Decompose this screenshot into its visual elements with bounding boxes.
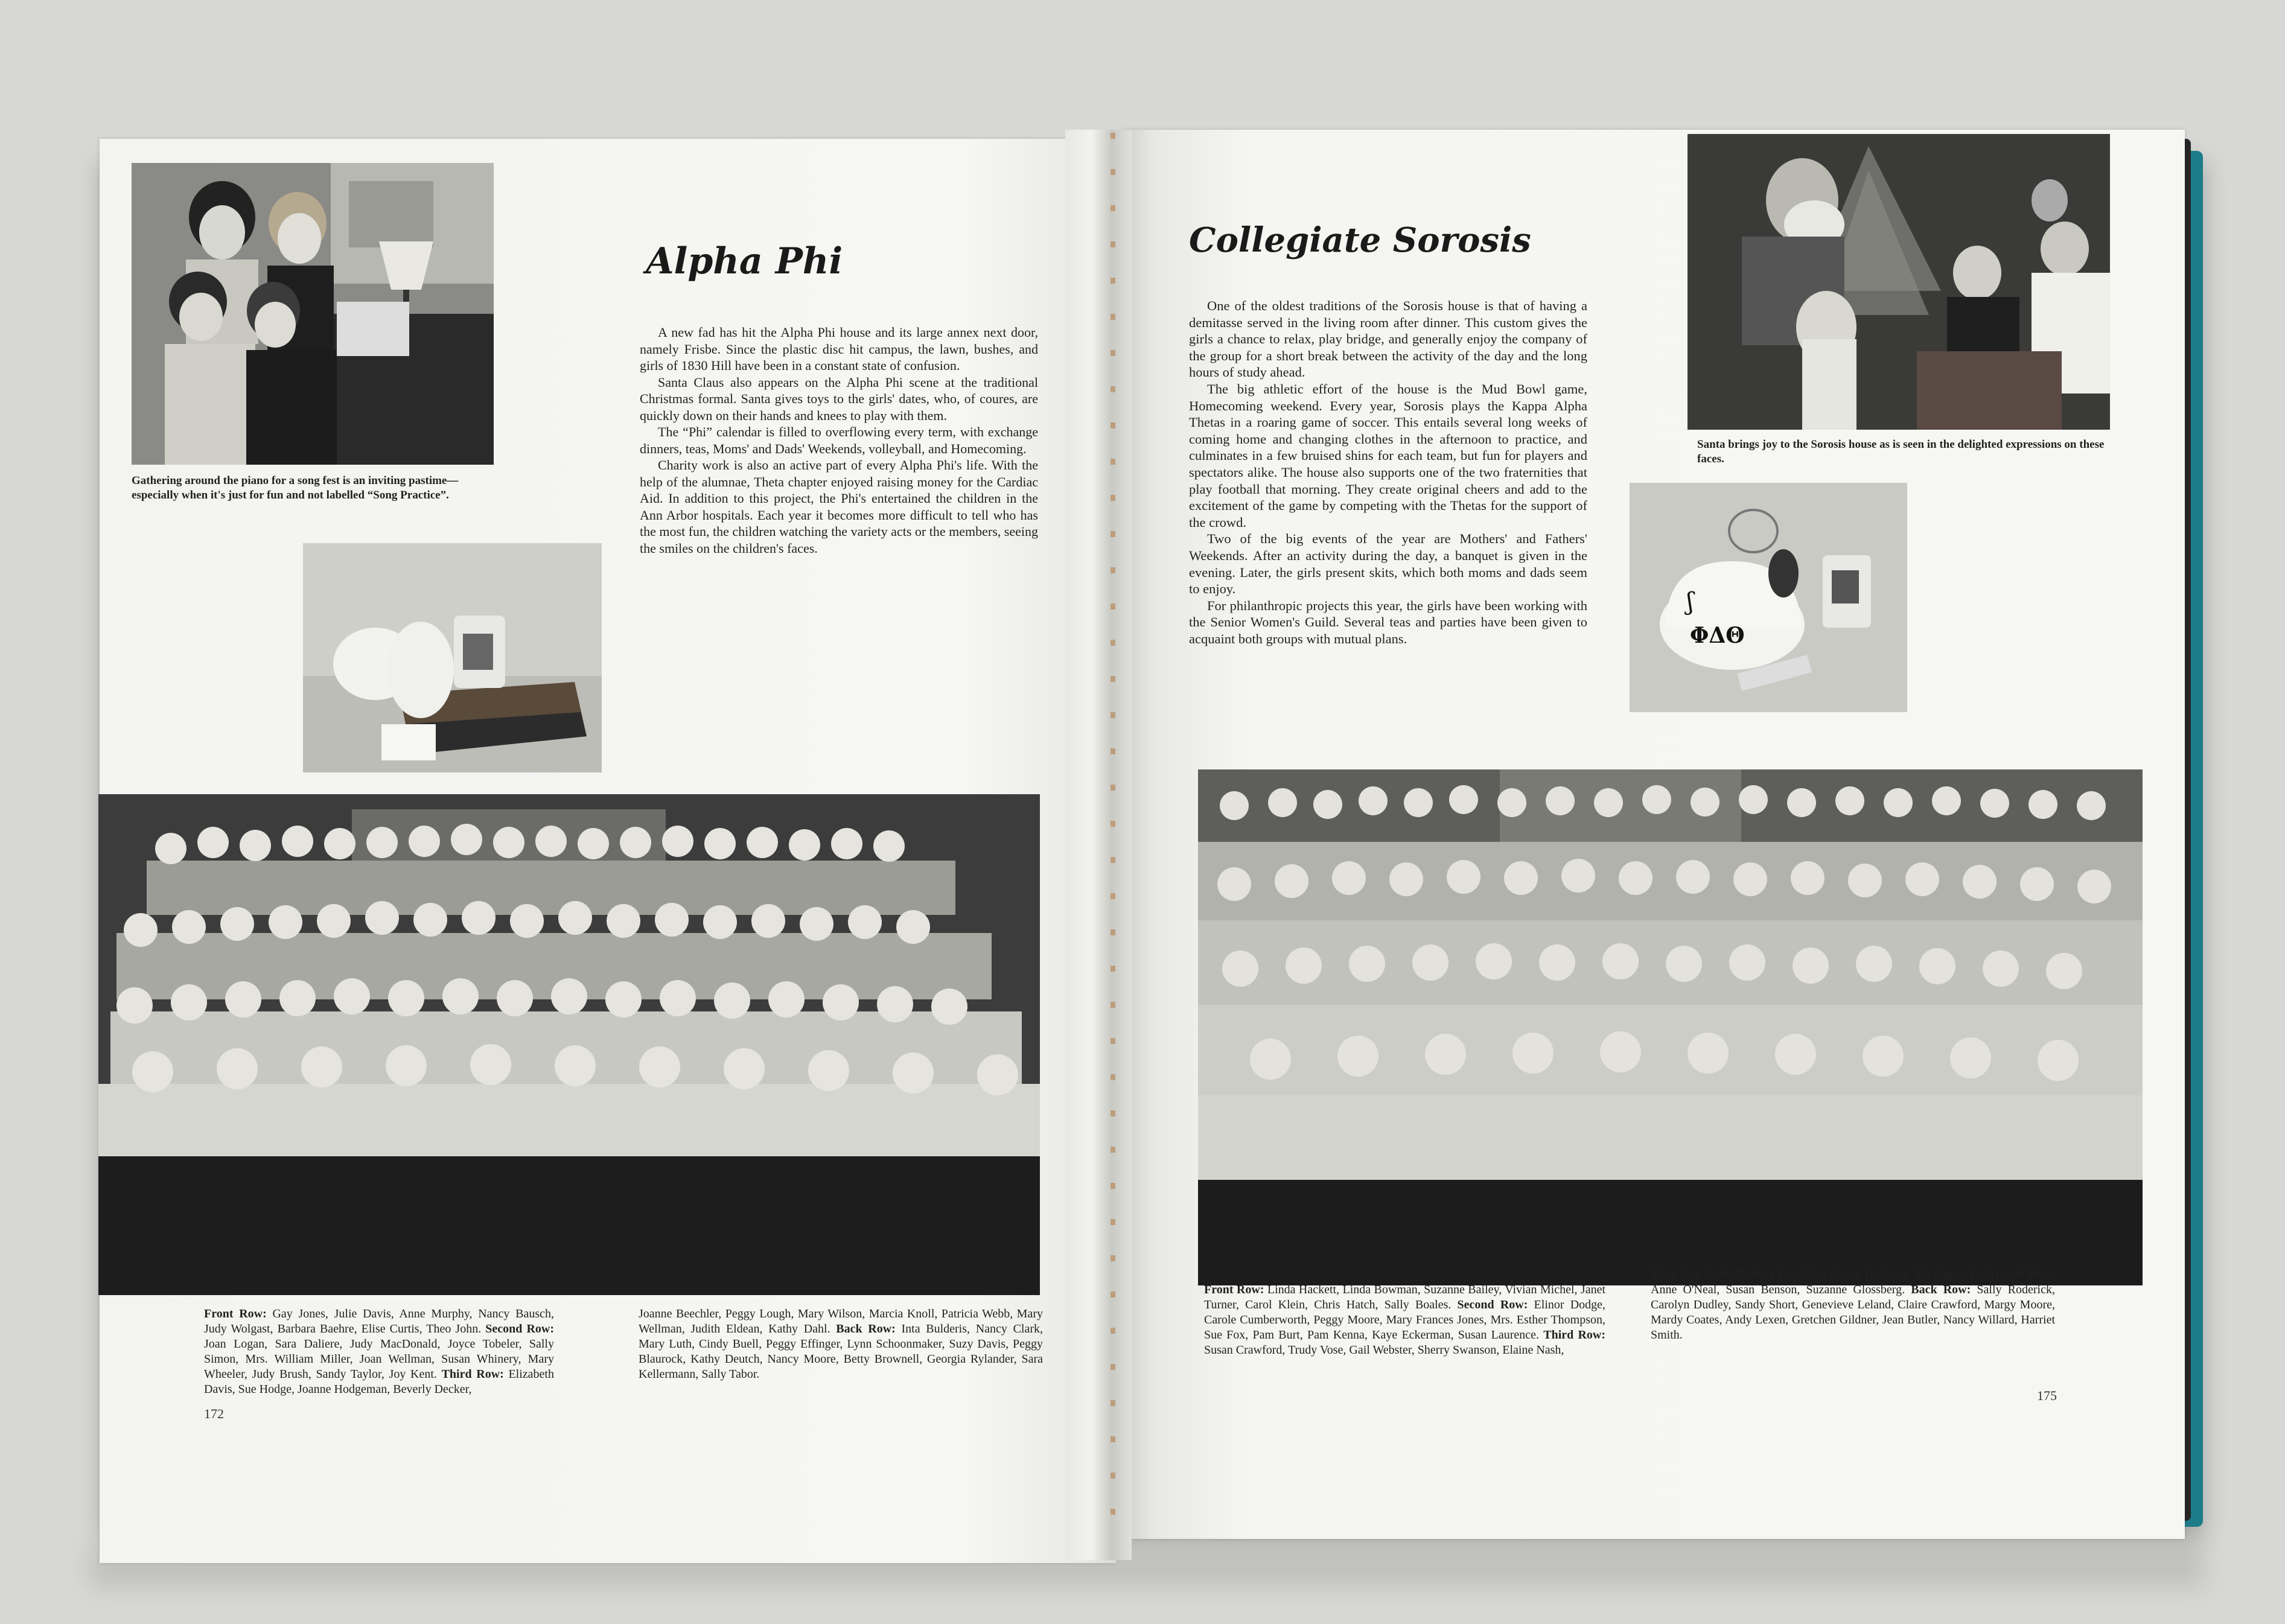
second-row-names: Elinor Dodge, Carole Cumberworth, Peggy Moore, Mary Frances Jones, Mrs. Esther Thompson, Sue Fox, Pam Burt, Pam Kenna, Kaye Eckerman, Susan Laurence. — [1204, 1298, 1606, 1342]
alpha-phi-names-col2 — [639, 1307, 1043, 1382]
emblem-still-life-photo — [1630, 483, 1907, 712]
alpha-phi-names-col1 — [204, 1307, 554, 1397]
alpha-phi-group-photo — [98, 794, 1040, 1295]
front-row-names: Gay Jones, Julie Davis, Anne Murphy, Nancy Bausch, Judy Wolgast, Barbara Baehre, Elise Curtis, Theo John. — [204, 1307, 554, 1336]
third-row-names-cont: Joanne Beechler, Peggy Lough, Mary Wilson, Marcia Knoll, Patricia Webb, Mary Wellman, Judith Eldean, Kathy Dahl. — [639, 1307, 1043, 1336]
row-label: Front Row: — [204, 1307, 273, 1320]
santa-photo-caption: Santa brings joy to the Sorosis house as is seen in the delighted expressions on these faces. — [1697, 438, 2105, 465]
article-paragraph: For philanthropic projects this year, the girls have been working with the Senior Women's Guild. Several teas and parties have been given to acquaint both groups with mutual plans. — [1189, 597, 1587, 646]
article-paragraph: A new fad has hit the Alpha Phi house and its large annex next door, namely Frisbe. Since the plastic disc hit campus, the lawn, bushes, and girls of 1830 Hill have been in a constant state of confusion. — [640, 325, 1038, 373]
back-row-names: Inta Bulderis, Nancy Clark, Mary Luth, Cindy Buell, Peggy Effinger, Lynn Schoonmaker, Suzy Davis, Peggy Blaurock, Kathy Deutch, Nancy Moore, Betty Brownell, Georgia Rylander, Sara Kellermann, Sally Tabor. — [639, 1322, 1043, 1381]
row-label: Back Row: — [1911, 1283, 1977, 1296]
article-paragraph: The “Phi” calendar is filled to overflowing every term, with exchange dinners, teas, Moms' and Dads' Weekends, volleyball, and Homecoming. — [640, 424, 1038, 456]
article-paragraph: Charity work is also an active part of every Alpha Phi's life. With the help of the alumnae, Theta chapter enjoyed raising money for the Cardiac Aid. In addition to this project, the Phi's entertained the children in the Ann Arbor hospitals. Each year it becomes more difficult to tell who has the most fun, the children watching the variety acts or the members, seeing the smiles on the children's faces. — [640, 457, 1038, 556]
santa-photo — [1687, 134, 2110, 430]
article-paragraph: One of the oldest traditions of the Sorosis house is that of having a demitasse served in the living room after dinner. This custom gives the girls a chance to relax, play bridge, and generally enjoy the company of the group for a short break between the activity of the day and the long hours of study ahead. — [1189, 298, 1587, 380]
svg-text:ʃ: ʃ — [1687, 588, 1694, 616]
page-number-right: 175 — [2037, 1388, 2057, 1403]
article-paragraph: Santa Claus also appears on the Alpha Phi scene at the traditional Christmas formal. Santa gives toys to the girls' dates, who, of coures, are quickly down on their hands and knees to play with them. — [640, 374, 1038, 423]
sorosis-names-col1 — [1204, 1282, 1605, 1358]
row-label: Second Row: — [1457, 1298, 1534, 1311]
emblem-greek-letters: ΦΔΘ — [1690, 623, 1745, 648]
row-label: Second Row: — [485, 1322, 555, 1336]
row-label: Third Row: — [1543, 1328, 1605, 1342]
row-label: Front Row: — [1204, 1283, 1267, 1296]
row-label: Third Row: — [441, 1368, 509, 1381]
third-row-names: Susan Crawford, Trudy Vose, Gail Webster, Sherry Swanson, Elaine Nash, — [1204, 1343, 1564, 1357]
back-row-names: Sally Roderick, Carolyn Dudley, Sandy Short, Genevieve Leland, Claire Crawford, Margy Moore, Mardy Coates, Andy Lexen, Gretchen Gildner, Jean Butler, Nancy Willard, Harriet Smith. — [1651, 1283, 2055, 1342]
sorosis-names-col2 — [1651, 1267, 2055, 1343]
binding-stitch — [1111, 133, 1115, 1545]
second-row-names: Joan Logan, Sara Daliere, Judy MacDonald, Joyce Tobeler, Sally Simon, Mrs. William Miller, Joan Wellman, Susan Whinery, Mary Wheeler, Judy Brush, Sandy Taylor, Joy Kent. — [204, 1337, 554, 1381]
page-number-left: 172 — [204, 1406, 224, 1421]
article-paragraph: The big athletic effort of the house is the Mud Bowl game, Homecoming weekend. Every year, Sorosis plays the Kappa Alpha Thetas in a roaring game of soccer. This entails several long weeks of coming home and changing clothes in the afternoon to practice, and culminates in a few bruised shins for each team, but fun for players and spectators alike. The house also supports one of the two fraternities that play football that morning. They create original cheers and add to the excitement of the game by competing with the Thetas for the support of the crowd. — [1189, 381, 1587, 530]
page-title-collegiate-sorosis: Collegiate Sorosis — [1189, 220, 1531, 260]
row-label: Back Row: — [836, 1322, 902, 1336]
alpha-phi-article — [640, 324, 1038, 556]
sorosis-group-photo — [1198, 769, 2143, 1285]
third-row-names: Elizabeth Davis, Sue Hodge, Joanne Hodgeman, Beverly Decker, — [204, 1368, 554, 1396]
book-gutter — [1065, 130, 1132, 1560]
piano-photo-caption: Gathering around the piano for a song fest is an inviting pastime—especially when it's just for fun and not labelled “Song Practice”. — [132, 474, 459, 502]
frisbee-still-life-photo — [303, 543, 602, 772]
front-row-names: Linda Hackett, Linda Bowman, Suzanne Bailey, Vivian Michel, Janet Turner, Carol Klein, Chris Hatch, Sally Boales. — [1204, 1283, 1606, 1311]
sorosis-article — [1189, 298, 1587, 647]
article-paragraph: Two of the big events of the year are Mothers' and Fathers' Weekends. After an activity during the day, a banquet is given in the evening. Later, the girls present skits, which both moms and dads seem to enjoy. — [1189, 531, 1587, 597]
piano-photo — [132, 163, 494, 465]
third-row-names-cont: Mary Lou Kieft, Barbara Loughlin, Frosty Holladay, Bo Shinnick, Mary Jo West, Anne O'Neal, Susan Benson, Suzanne Glossberg. — [1651, 1268, 2055, 1296]
page-title-alpha-phi: Alpha Phi — [646, 240, 843, 282]
